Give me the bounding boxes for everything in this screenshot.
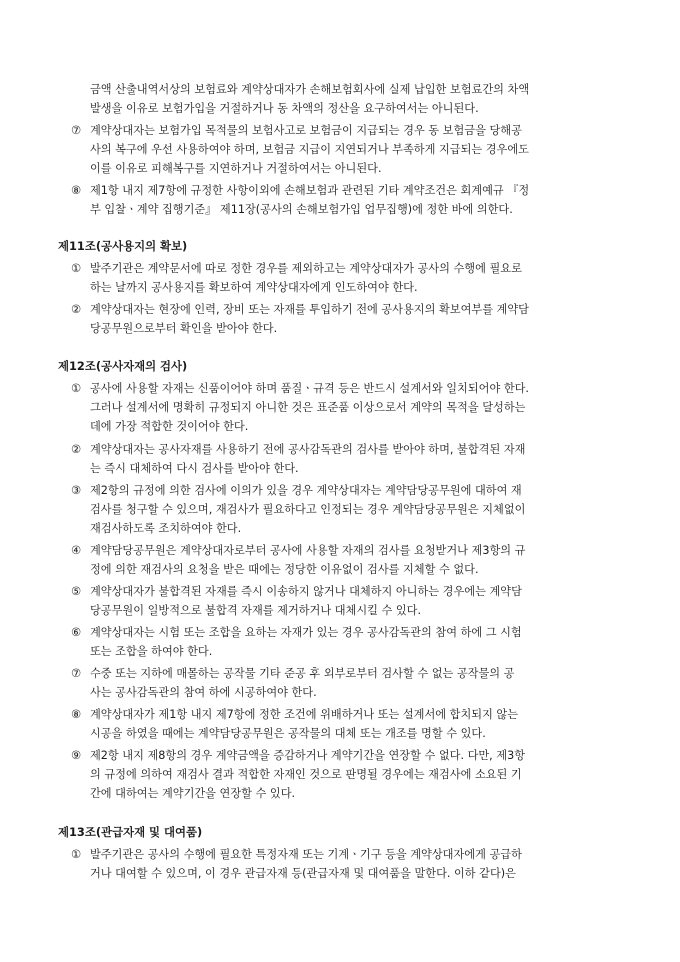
item-line: 계약상대자가 제1항 내지 제7항에 정한 조건에 위배하거나 또는 설계서에 합치되지 않는	[90, 708, 519, 721]
item-line: 검사를 청구할 수 있으며, 재검사가 필요하다고 인정되는 경우 계약담당공무원은 지체없이	[90, 503, 526, 516]
item-line: 또는 조합을 하여야 한다.	[90, 645, 213, 658]
item-line: 이를 이유로 피해복구를 지연하거나 거절하여서는 아니된다.	[90, 162, 382, 175]
item-number: ⑦	[70, 667, 82, 680]
item-number: ⑨	[70, 749, 82, 762]
item-line: 데에 가장 적합한 것이어야 한다.	[90, 420, 249, 433]
item-line: 사는 공사감독관의 참여 하에 시공하여야 한다.	[90, 686, 317, 699]
item-line: 제2항의 규정에 의한 검사에 이의가 있을 경우 계약상대자는 계약담당공무원에 대하여 재	[90, 484, 522, 497]
item-line: 계약상대자는 시험 또는 조합을 요하는 자재가 있는 경우 공사감독관의 참여 하에 그 시험	[90, 626, 522, 639]
item-line: 공사에 사용할 자재는 신품이어야 하며 품질ㆍ규격 등은 반드시 설계서와 일치되어야 한다.	[90, 382, 529, 395]
item-number: ②	[70, 303, 82, 316]
item-line: 정에 의한 재검사의 요청을 받은 때에는 정당한 이유없이 검사를 지체할 수 없다.	[90, 563, 479, 576]
item-line: 계약상대자는 현장에 인력, 장비 또는 자재를 투입하기 전에 공사용지의 확보여부를 계약담	[90, 303, 529, 316]
article-heading: 제13조(관급자재 및 대여품)	[58, 825, 203, 839]
item-line: 계약담당공무원은 계약상대자로부터 공사에 사용할 자재의 검사를 요청받거나 제3항의 규	[90, 544, 526, 557]
item-line: 계약상대자는 보험가입 목적물의 보험사고로 보험금이 지급되는 경우 동 보험금을 당해공	[90, 124, 522, 137]
item-line: 발주기관은 계약문서에 따로 정한 경우를 제외하고는 계약상대자가 공사의 수행에 필요로	[90, 262, 522, 275]
item-number: ②	[70, 443, 82, 456]
item-number: ①	[70, 262, 82, 275]
item-number: ⑤	[70, 585, 82, 598]
item-line: 시공을 하였을 때에는 계약담당공무원은 공작물의 대체 또는 개조를 명할 수 있다.	[90, 727, 486, 740]
intro-line: 금액 산출내역서상의 보험료와 계약상대자가 손해보험회사에 실제 납입한 보험료간의 차액	[90, 83, 530, 96]
item-line: 제1항 내지 제7항에 규정한 사항이외에 손해보험과 관련된 기타 계약조건은 회계예규 『정	[90, 184, 530, 197]
item-number: ③	[70, 484, 82, 497]
item-line: 당공무원으로부터 확인을 받아야 한다.	[90, 322, 278, 335]
item-line: 그러나 설계서에 명확히 규정되지 아니한 것은 표준품 이상으로서 계약의 목적을 달성하는	[90, 401, 526, 414]
item-line: 계약상대자가 불합격된 자재를 즉시 이송하지 않거나 대체하지 아니하는 경우에는 계약담	[90, 585, 522, 598]
item-number: ⑦	[70, 124, 82, 137]
item-line: 계약상대자는 공사자재를 사용하기 전에 공사감독관의 검사를 받아야 하며, 불합격된 자재	[90, 443, 526, 456]
item-number: ①	[70, 382, 82, 395]
article-heading: 제12조(공사자재의 검사)	[58, 359, 188, 373]
item-line: 수중 또는 지하에 매몰하는 공작물 기타 준공 후 외부로부터 검사할 수 없는 공작물의 공	[90, 667, 515, 680]
item-line: 하는 날까지 공사용지를 확보하여 계약상대자에게 인도하여야 한다.	[90, 281, 418, 294]
item-line: 발주기관은 공사의 수행에 필요한 특정자재 또는 기계ㆍ기구 등을 계약상대자에게 공급하	[90, 848, 522, 861]
article-heading: 제11조(공사용지의 확보)	[58, 239, 188, 253]
item-number: ①	[70, 848, 82, 861]
item-line: 간에 대하여는 계약기간을 연장할 수 있다.	[90, 787, 296, 800]
item-line: 제2항 내지 제8항의 경우 계약금액을 증감하거나 계약기간을 연장할 수 없다. 다만, 제3항	[90, 749, 526, 762]
item-line: 는 즉시 대체하여 다시 검사를 받아야 한다.	[90, 462, 299, 475]
item-line: 사의 복구에 우선 사용하여야 하며, 보험금 지급이 지연되거나 부족하게 지급되는 경우에도	[90, 143, 529, 156]
item-number: ⑥	[70, 626, 82, 639]
item-line: 재검사하도록 조치하여야 한다.	[90, 522, 242, 535]
item-line: 거나 대여할 수 있으며, 이 경우 관급자재 등(관급자재 및 대여품을 말한다. 이하 같다)은	[90, 867, 516, 880]
item-line: 부 입찰ㆍ계약 집행기준』 제11장(공사의 손해보험가입 업무집행)에 정한 바에 의한다.	[90, 203, 513, 216]
item-number: ⑧	[70, 708, 82, 721]
item-number: ④	[70, 544, 82, 557]
item-number: ⑧	[70, 184, 82, 197]
intro-line: 발생을 이유로 보험가입을 거절하거나 동 차액의 정산을 요구하여서는 아니된다.	[90, 102, 479, 115]
item-line: 의 규정에 의하여 재검사 결과 적합한 자재인 것으로 판명될 경우에는 재검사에 소요된 기	[90, 768, 522, 781]
item-line: 당공무원이 일방적으로 불합격 자재를 제거하거나 대체시킬 수 있다.	[90, 604, 422, 617]
